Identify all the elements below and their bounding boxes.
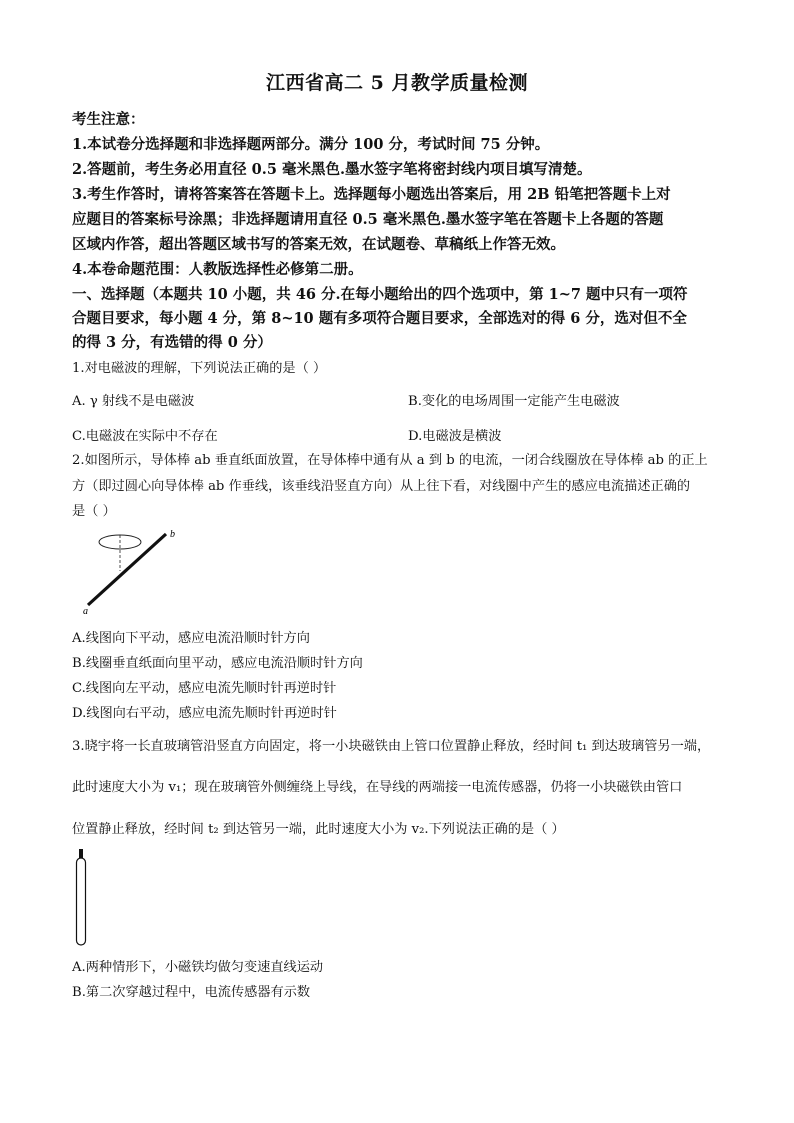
- q1-option-a: A. γ 射线不是电磁波: [72, 394, 195, 409]
- rod-label-a: a: [83, 606, 88, 617]
- q3-option-a: A.两种情形下，小磁铁均做匀变速直线运动: [72, 960, 324, 975]
- q1-option-d: D.电磁波是横波: [408, 429, 502, 444]
- notice-item-3-line-3: 区域内作答，超出答题区域书写的答案无效，在试题卷、草稿纸上作答无效。: [72, 236, 565, 253]
- section-instruction-line-3: 的得 3 分，有选错的得 0 分）: [72, 334, 272, 351]
- q3-stem-line-2: 此时速度大小为 v₁；现在玻璃管外侧缠绕上导线，在导线的两端接一电流传感器，仍将一小块磁铁由管口: [72, 780, 683, 795]
- conductor-rod: [88, 534, 166, 605]
- notice-heading: 考生注意：: [72, 111, 145, 128]
- notice-item-3-line-1: 3.考生作答时，请将答案答在答题卡上。选择题每小题选出答案后，用 2B 铅笔把答题卡上对: [72, 186, 671, 203]
- notice-item-4: 4.本卷命题范围：人教版选择性必修第二册。: [72, 261, 363, 278]
- section-instruction-line-1: 一、选择题（本题共 10 小题，共 46 分.在每小题给出的四个选项中，第 1~7 题中只有一项符: [72, 286, 688, 303]
- page-title: 江西省高二 5 月教学质量检测: [266, 72, 528, 94]
- q2-stem-line-2: 方（即过圆心向导体棒 ab 作垂线，该垂线沿竖直方向）从上往下看，对线圈中产生的感应电流描述正确的: [72, 479, 691, 494]
- q2-stem-line-1: 2.如图所示，导体棒 ab 垂直纸面放置，在导体棒中通有从 a 到 b 的电流，一闭合线圈放在导体棒 ab 的正上: [72, 453, 708, 468]
- q2-option-c: C.线图向左平动，感应电流先顺时针再逆时针: [72, 681, 337, 696]
- q2-option-b: B.线圈垂直纸面向里平动，感应电流沿顺时针方向: [72, 656, 363, 671]
- q1-option-b: B.变化的电场周围一定能产生电磁波: [408, 394, 620, 409]
- notice-item-2: 2.答题前，考生务必用直径 0.5 毫米黑色.墨水签字笔将密封线内项目填写清楚。: [72, 161, 592, 178]
- q2-option-d: D.线图向右平动，感应电流先顺时针再逆时针: [72, 706, 337, 721]
- q2-option-a: A.线图向下平动，感应电流沿顺时针方向: [72, 631, 310, 646]
- q2-figure: [80, 527, 200, 617]
- q1-option-c: C.电磁波在实际中不存在: [72, 429, 218, 444]
- q2-stem-line-3: 是（ ）: [72, 504, 116, 519]
- q3-glass-tube-figure: [72, 848, 92, 948]
- notice-item-3-line-2: 应题目的答案标号涂黑；非选择题请用直径 0.5 毫米黑色.墨水签字笔在答题卡上各题的答题: [72, 211, 664, 228]
- notice-item-1: 1.本试卷分选择题和非选择题两部分。满分 100 分，考试时间 75 分钟。: [72, 136, 550, 153]
- glass-tube: [77, 858, 86, 945]
- rod-label-b: b: [170, 529, 175, 540]
- q3-stem-line-3: 位置静止释放，经时间 t₂ 到达管另一端，此时速度大小为 v₂.下列说法正确的是（ ）: [72, 822, 565, 837]
- q1-stem: 1.对电磁波的理解，下列说法正确的是（ ）: [72, 361, 327, 376]
- q3-stem-line-1: 3.晓宇将一长直玻璃管沿竖直方向固定，将一小块磁铁由上管口位置静止释放，经时间 t₁ 到达玻璃管另一端，: [72, 739, 711, 754]
- q3-option-b: B.第二次穿越过程中，电流传感器有示数: [72, 985, 311, 1000]
- section-instruction-line-2: 合题目要求，每小题 4 分，第 8~10 题有多项符合题目要求，全部选对的得 6 分，选对但不全: [72, 310, 687, 327]
- magnet-block: [79, 849, 83, 858]
